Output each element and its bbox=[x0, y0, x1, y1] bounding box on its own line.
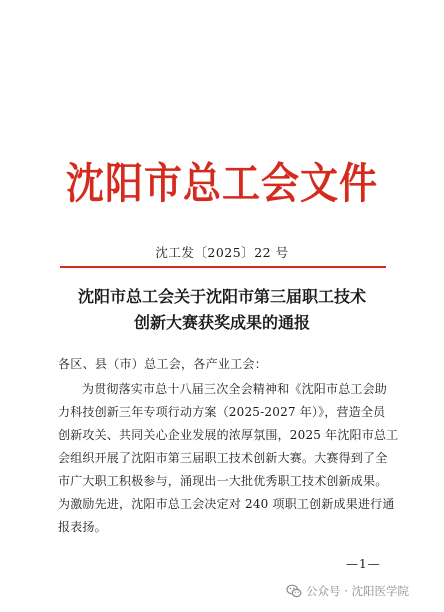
body-line: 为激励先进，沈阳市总工会决定对 240 项职工创新成果进行通 bbox=[58, 497, 395, 511]
body-line: 创新攻关、共同关心企业发展的浓厚氛围，2025 年沈阳市总工 bbox=[58, 428, 399, 442]
body-line: 为贯彻落实市总十八届三次全会精神和《沈阳市总工会助 bbox=[82, 382, 388, 396]
watermark-text: 公众号 · 沈阳医学院 bbox=[306, 584, 409, 598]
addressee: 各区、县（市）总工会，各产业工会： bbox=[58, 357, 268, 371]
document-number: 沈工发〔2025〕22 号 bbox=[155, 245, 289, 260]
body-line: 市广大职工积极参与，涌现出一大批优秀职工技术创新成果。 bbox=[58, 474, 388, 488]
document-header-title: 沈阳市总工会文件 bbox=[65, 157, 378, 209]
page-number: —1— bbox=[346, 557, 381, 571]
body-line: 会组织开展了沈阳市第三届职工技术创新大赛。大赛得到了全 bbox=[58, 451, 388, 465]
red-divider-line bbox=[60, 266, 386, 268]
notice-title-line-1: 沈阳市总工会关于沈阳市第三届职工技术 bbox=[77, 287, 366, 306]
wechat-icon bbox=[286, 583, 302, 599]
body-line: 力科技创新三年专项行动方案（2025-2027 年）》，营造全员 bbox=[58, 405, 386, 419]
body-line: 报表扬。 bbox=[58, 520, 107, 534]
source-watermark bbox=[286, 583, 409, 599]
notice-title-line-2: 创新大赛获奖成果的通报 bbox=[133, 313, 310, 332]
